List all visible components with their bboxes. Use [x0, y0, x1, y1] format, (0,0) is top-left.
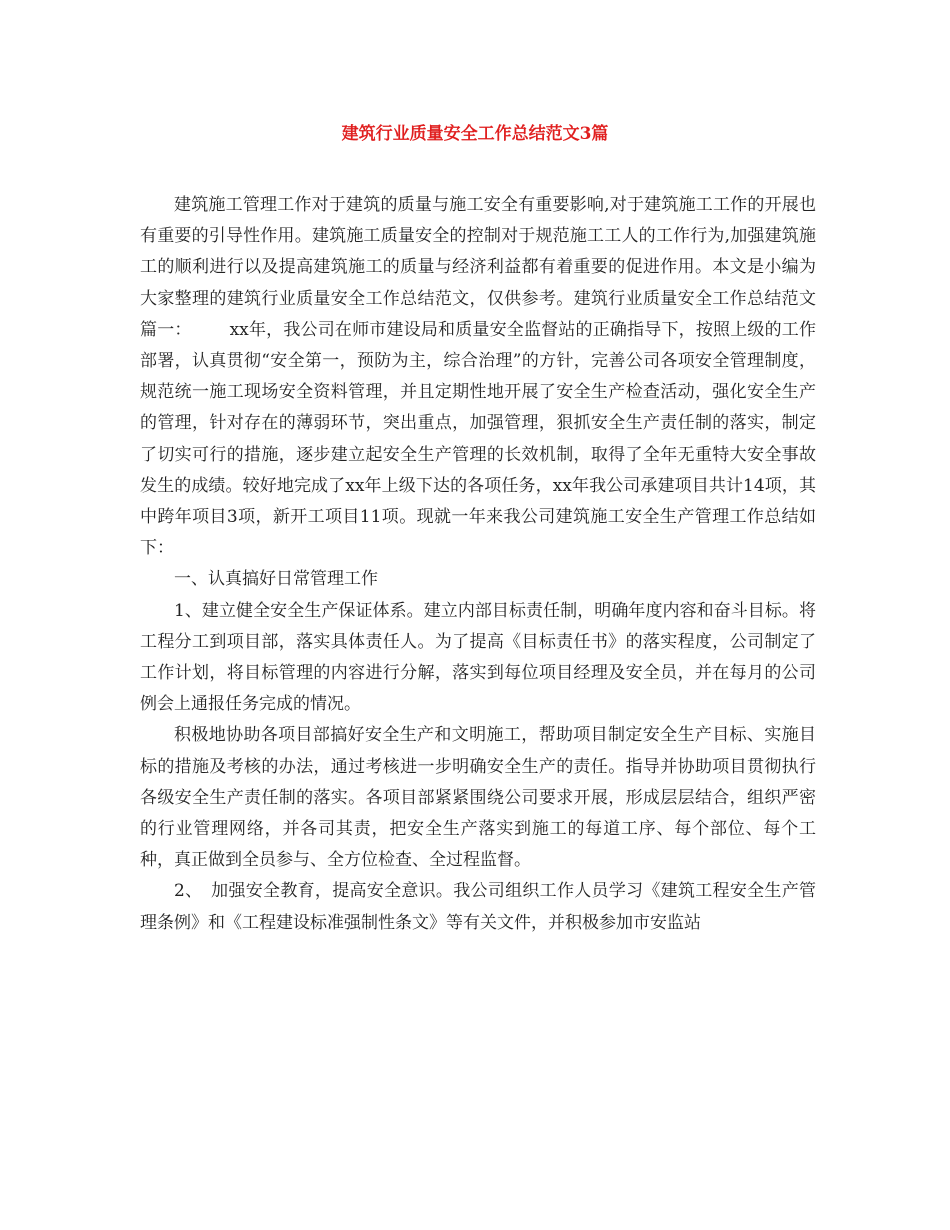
part-heading: 建筑行业质量安全工作总结范文篇一：	[140, 288, 817, 340]
part-text: xx年，我公司在师市建设局和质量安全监督站的正确指导下，按照上级的工作部署，认真贯彻“安全第一，预防为主，综合治理”的方针，完善公司各项安全管理制度，规范统一施工现场安全资料管理，并且定期性地开展了安全生产检查活动，强化安全生产的管理，针对存在的薄弱环节，突出重点，加强管理，狠抓安全生产责任制的落实，制定了切实可行的措施，逐步建立起安全生产管理的长效机制，取得了全年无重特大安全事故发生的成绩。较好地完成了xx年上级下达的各项任务，xx年我公司承建项目共计14项，其中跨年项目3项，新开工项目11项。现就一年来我公司建筑施工安全生产管理工作总结如下：	[140, 319, 816, 559]
item-1-continuation: 积极地协助各项目部搞好安全生产和文明施工，帮助项目制定安全生产目标、实施目标的措施及考核的办法，通过考核进一步明确安全生产的责任。指导并协助项目贯彻执行各级安全生产责任制的落实。各项目部紧紧围绕公司要求开展，形成层层结合，组织严密的行业管理网络，并各司其责，把安全生产落实到施工的每道工序、每个部位、每个工种，真正做到全员参与、全方位检查、全过程监督。	[140, 725, 816, 871]
item-1-paragraph: 1、建立健全安全生产保证体系。建立内部目标责任制，明确年度内容和奋斗目标。将工程分工到项目部，落实具体责任人。为了提高《目标责任书》的落实程度，公司制定了工作计划，将目标管理的内容进行分解，落实到每位项目经理及安全员，并在每月的公司例会上通报任务完成的情况。	[140, 600, 816, 715]
section-heading: 一、认真搞好日常管理工作	[174, 569, 378, 590]
intro-paragraph	[140, 190, 816, 564]
document-body	[140, 190, 816, 939]
document-title: 建筑行业质量安全工作总结范文3篇	[341, 124, 609, 144]
item-2-paragraph: 2、 加强安全教育，提高安全意识。我公司组织工作人员学习《建筑工程安全生产管理条例》和《工程建设标准强制性条文》等有关文件，并积极参加市安监站	[140, 881, 816, 933]
intro-text: 建筑施工管理工作对于建筑的质量与施工安全有重要影响,对于建筑施工工作的开展也有重要的引导性作用。建筑施工质量安全的控制对于规范施工工人的工作行为,加强建筑施工的顺利进行以及提高建筑施工的质量与经济利益都有着重要的促进作用。本文是小编为大家整理的建筑行业质量安全工作总结范文，仅供参考。	[140, 195, 816, 309]
